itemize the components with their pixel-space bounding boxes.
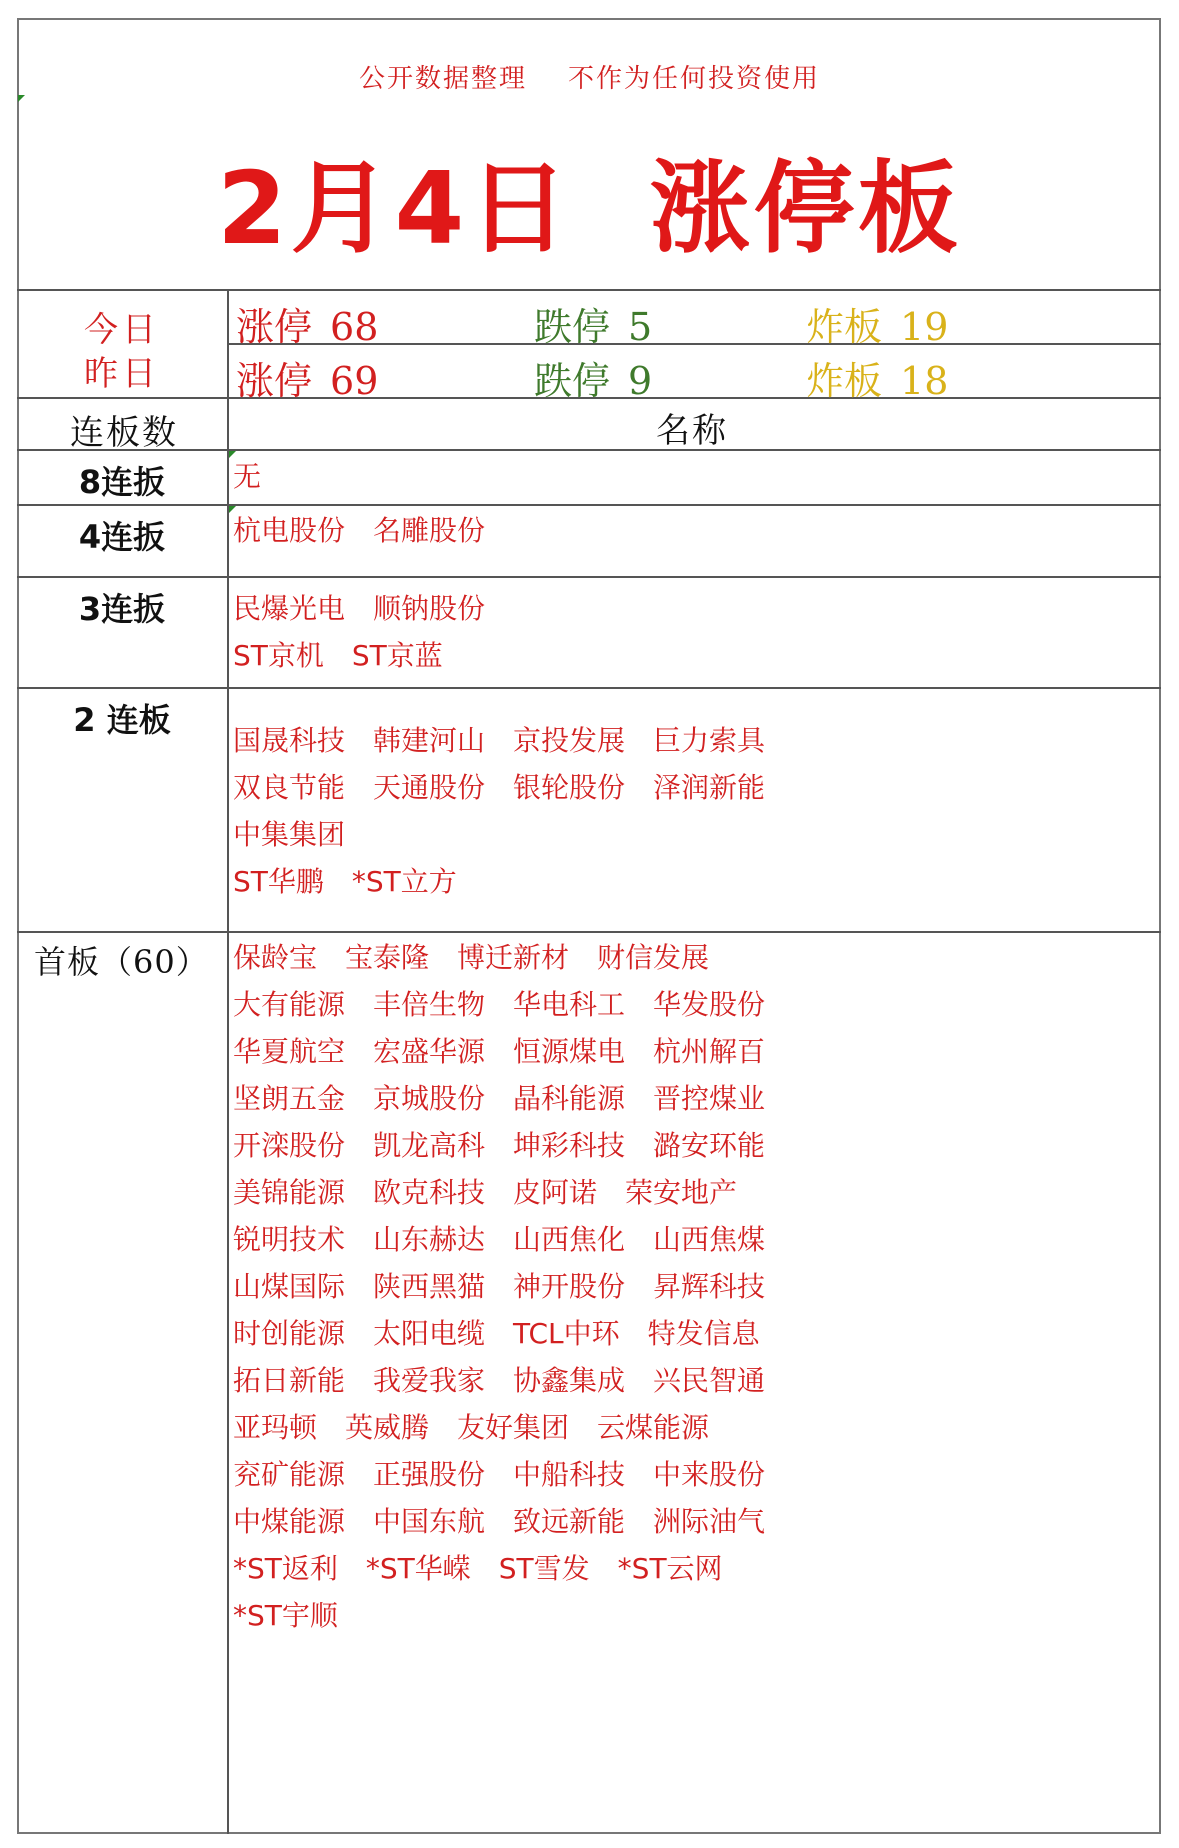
divider — [17, 449, 1161, 451]
today-label: 今日 — [84, 310, 160, 350]
burst-count: 18 — [900, 359, 949, 403]
stock-name: 中国东航 — [373, 1505, 486, 1538]
stock-row — [233, 507, 1153, 554]
stock-name: 中煤能源 — [233, 1505, 346, 1538]
stock-name: 京城股份 — [373, 1082, 486, 1115]
stock-name: ST华鹏 — [233, 865, 324, 898]
stock-name: 皮阿诺 — [513, 1176, 598, 1209]
divider — [17, 576, 1161, 578]
stock-list-3 — [233, 585, 1153, 679]
stock-name: 太阳电缆 — [373, 1317, 486, 1350]
stock-name: 洲际油气 — [653, 1505, 766, 1538]
stock-row — [233, 585, 1153, 632]
page-title: 2月4日 涨停板 — [217, 150, 962, 267]
limit-down-label: 跌停 — [534, 359, 611, 403]
stock-row — [233, 1545, 1153, 1592]
stock-row — [233, 1216, 1153, 1263]
stock-name: 昇辉科技 — [653, 1270, 766, 1303]
stock-name: 恒源煤电 — [513, 1035, 626, 1068]
stock-name: 正强股份 — [373, 1458, 486, 1491]
stock-name: 民爆光电 — [233, 592, 346, 625]
stock-row — [233, 1169, 1153, 1216]
stock-row — [233, 981, 1153, 1028]
stock-name: 杭电股份 — [233, 514, 346, 547]
limit-down-label: 跌停 — [534, 305, 611, 349]
stock-name: 坚朗五金 — [233, 1082, 346, 1115]
stock-list-first — [233, 934, 1153, 1639]
stock-name: 宝泰隆 — [345, 941, 430, 974]
stock-name: 韩建河山 — [373, 724, 486, 757]
stock-row — [233, 1028, 1153, 1075]
limit-up-label: 涨停 — [236, 359, 313, 403]
stock-name: 山煤国际 — [233, 1270, 346, 1303]
stock-name: 友好集团 — [457, 1411, 570, 1444]
column-divider — [227, 290, 229, 1834]
stock-name: 潞安环能 — [653, 1129, 766, 1162]
stock-list-4 — [233, 507, 1153, 554]
stock-name: 丰倍生物 — [373, 988, 486, 1021]
level-label-4: 4连扳 — [78, 518, 166, 556]
stock-name: 银轮股份 — [513, 771, 626, 804]
yesterday-limit-up — [236, 350, 378, 405]
level-label-3: 3连扳 — [78, 590, 166, 628]
stock-name: 特发信息 — [647, 1317, 760, 1350]
stock-name: 财信发展 — [597, 941, 710, 974]
stock-name: 中船科技 — [513, 1458, 626, 1491]
divider — [17, 289, 1161, 291]
level-label-8: 8连扳 — [78, 463, 166, 501]
level-label-2: 2 连板 — [73, 701, 171, 739]
stock-name: 天通股份 — [373, 771, 486, 804]
stock-name: 坤彩科技 — [513, 1129, 626, 1162]
stock-name: 凯龙高科 — [373, 1129, 486, 1162]
column-header-name: 名称 — [656, 411, 728, 451]
stock-name: 巨力索具 — [653, 724, 766, 757]
limit-up-count: 68 — [330, 305, 379, 349]
today-limit-up — [236, 296, 378, 351]
divider — [17, 687, 1161, 689]
stock-name: 荣安地产 — [625, 1176, 738, 1209]
stock-row — [233, 1075, 1153, 1122]
limit-up-label: 涨停 — [236, 305, 313, 349]
stock-name: ST京蓝 — [351, 639, 443, 672]
stock-name: 华发股份 — [653, 988, 766, 1021]
yesterday-limit-down — [534, 350, 652, 405]
limit-down-count: 5 — [628, 305, 653, 349]
disclaimer-text: 公开数据整理 不作为任何投资使用 — [358, 64, 821, 94]
limit-up-count: 69 — [330, 359, 379, 403]
stock-name: *ST华嵘 — [365, 1552, 471, 1585]
column-header-count: 连板数 — [70, 413, 178, 453]
stock-name: 晋控煤业 — [653, 1082, 766, 1115]
stock-name: ST雪发 — [498, 1552, 590, 1585]
stock-name: 顺钠股份 — [373, 592, 486, 625]
stock-name: 兖矿能源 — [233, 1458, 346, 1491]
stock-name: *ST立方 — [351, 865, 457, 898]
divider — [17, 931, 1161, 933]
stock-name: 华夏航空 — [233, 1035, 346, 1068]
burst-label: 炸板 — [806, 359, 883, 403]
stock-row — [233, 1404, 1153, 1451]
stock-name: 我爱我家 — [373, 1364, 486, 1397]
stock-name: 中集集团 — [233, 818, 346, 851]
stock-name: 京投发展 — [513, 724, 626, 757]
stock-name: ST京机 — [233, 639, 324, 672]
stock-name: 锐明技术 — [233, 1223, 346, 1256]
cell-marker — [18, 95, 25, 102]
burst-label: 炸板 — [806, 305, 883, 349]
stock-name: 亚玛顿 — [233, 1411, 318, 1444]
stock-name: 中来股份 — [653, 1458, 766, 1491]
stock-name: 山东赫达 — [373, 1223, 486, 1256]
stock-name: 大有能源 — [233, 988, 346, 1021]
stock-name: 保龄宝 — [233, 941, 318, 974]
yesterday-label: 昨日 — [84, 354, 160, 394]
stock-row — [233, 811, 1153, 858]
stock-name: 山西焦煤 — [653, 1223, 766, 1256]
stock-row — [233, 1122, 1153, 1169]
stock-name: 兴民智通 — [653, 1364, 766, 1397]
stock-name: 开滦股份 — [233, 1129, 346, 1162]
stock-name: 山西焦化 — [513, 1223, 626, 1256]
none-text: 无 — [233, 460, 262, 493]
stock-name: 泽润新能 — [653, 771, 766, 804]
stock-name: *ST返利 — [233, 1552, 338, 1585]
divider — [17, 504, 1161, 506]
stock-list-2 — [233, 717, 1153, 905]
stock-row — [233, 934, 1153, 981]
limit-down-count: 9 — [628, 359, 653, 403]
stock-name: 华电科工 — [513, 988, 626, 1021]
burst-count: 19 — [900, 305, 949, 349]
stock-name: 晶科能源 — [513, 1082, 626, 1115]
stock-name: 云煤能源 — [597, 1411, 710, 1444]
stock-name: 名雕股份 — [373, 514, 486, 547]
stock-name: 英威腾 — [345, 1411, 430, 1444]
today-limit-down — [534, 296, 652, 351]
stock-name: 陕西黑猫 — [373, 1270, 486, 1303]
stock-name: 拓日新能 — [233, 1364, 346, 1397]
stock-name: 美锦能源 — [233, 1176, 346, 1209]
stock-row — [233, 717, 1153, 764]
stock-row — [233, 1592, 1153, 1639]
stock-name: 协鑫集成 — [513, 1364, 626, 1397]
level-label-first: 首板（60） — [34, 943, 209, 981]
stock-name: 欧克科技 — [373, 1176, 486, 1209]
stock-name: 时创能源 — [233, 1317, 346, 1350]
stock-row — [233, 1451, 1153, 1498]
stock-row — [233, 858, 1153, 905]
stock-name: 博迁新材 — [457, 941, 570, 974]
stock-row — [233, 1263, 1153, 1310]
stock-name: TCL中环 — [513, 1317, 620, 1350]
stock-row — [233, 1310, 1153, 1357]
stock-name: 神开股份 — [513, 1270, 626, 1303]
stock-row — [233, 1357, 1153, 1404]
today-burst — [806, 296, 948, 351]
stock-row — [233, 632, 1153, 679]
stock-name: 杭州解百 — [653, 1035, 766, 1068]
stock-name: 国晟科技 — [233, 724, 346, 757]
yesterday-burst — [806, 350, 948, 405]
stock-row — [233, 764, 1153, 811]
stock-row — [233, 1498, 1153, 1545]
stock-name: 致远新能 — [513, 1505, 626, 1538]
stock-name: *ST云网 — [617, 1552, 723, 1585]
stock-name: *ST宇顺 — [233, 1599, 338, 1632]
stock-name: 双良节能 — [233, 771, 346, 804]
stock-name: 宏盛华源 — [373, 1035, 486, 1068]
